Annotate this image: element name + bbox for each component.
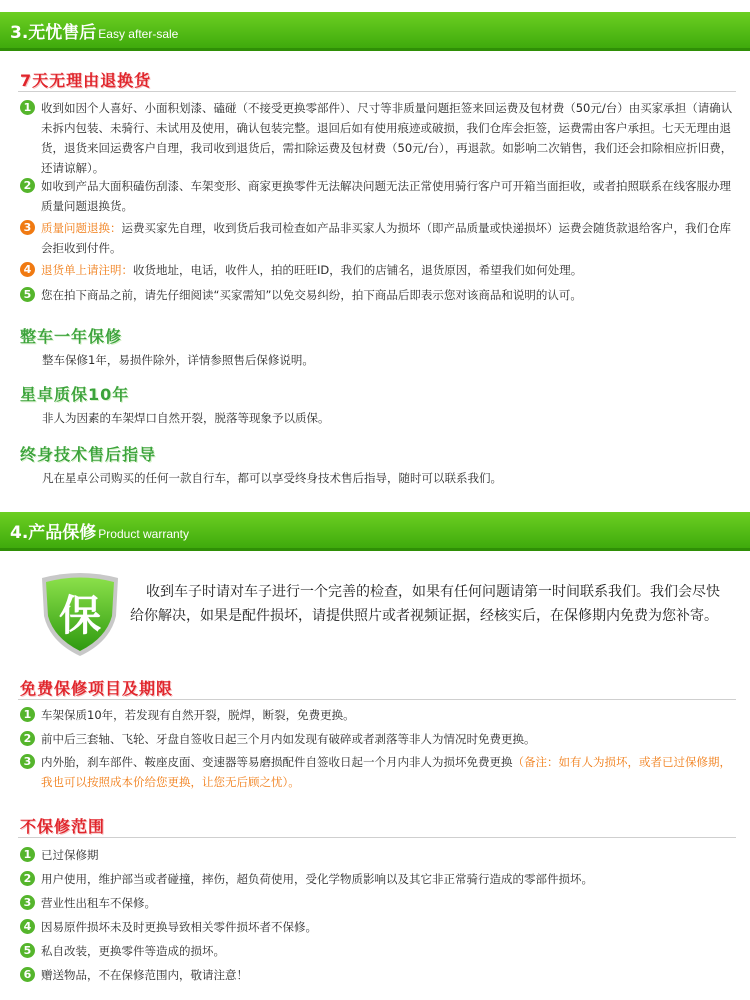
frame-warranty-heading: 星卓质保10年 [20, 385, 130, 404]
return-item-label: 退货单上请注明： [41, 263, 133, 277]
shield-character: 保 [58, 591, 102, 640]
warranty-year-heading: 整车一年保修 [20, 327, 123, 346]
frame-warranty-text: 非人为因素的车架焊口自然开裂，脱落等现象予以质保。 [42, 411, 330, 425]
return-item-label: 质量问题退换： [41, 221, 122, 235]
number-3-icon: 3 [20, 895, 35, 910]
heading-divider [18, 699, 736, 700]
number-5-icon: 5 [20, 943, 35, 958]
exclusions-heading: 不保修范围 [20, 817, 106, 836]
return-item-2 [20, 176, 736, 216]
heading-divider [18, 837, 736, 838]
exclusion-item-text: 私自改装，更换零件等造成的损坏。 [41, 944, 225, 958]
lifetime-support-text: 凡在星卓公司购买的任何一款自行车，都可以享受终身技术售后指导，随时可以联系我们。 [42, 471, 502, 485]
banner-title [10, 518, 189, 543]
return-item-text: 您在拍下商品之前，请先仔细阅读“买家需知”以免交易纠纷，拍下商品后即表示您对该商品和说明的认可。 [41, 288, 582, 302]
exclusion-item-text: 用户使用，维护部当或者碰撞，摔伤，超负荷使用，受化学物质影响以及其它非正常骑行造成的零部件损坏。 [41, 872, 593, 886]
return-item-1 [20, 98, 736, 178]
number-4-icon: 4 [20, 262, 35, 277]
banner-title-en: Easy after-sale [98, 27, 179, 41]
banner-title-cn: 3.无忧售后 [10, 23, 97, 43]
number-1-icon: 1 [20, 847, 35, 862]
free-item-1 [20, 705, 736, 725]
free-item-text: 车架保质10年，若发现有自然开裂，脱焊，断裂，免费更换。 [41, 708, 355, 722]
number-2-icon: 2 [20, 731, 35, 746]
banner-title-cn: 4.产品保修 [10, 523, 97, 543]
free-item-text: 内外胎，刹车部件、鞍座皮面、变速器等易磨损配件自签收日起一个月内非人为损坏免费更换 [41, 755, 513, 769]
exclusion-item-text: 因易原件损坏未及时更换导致相关零件损坏者不保修。 [41, 920, 317, 934]
banner-title-en: Product warranty [98, 527, 189, 541]
number-3-icon: 3 [20, 220, 35, 235]
exclusion-item-text: 赠送物品，不在保修范围内，敬请注意！ [41, 968, 248, 982]
warranty-year-text: 整车保修1年，易损件除外，详情参照售后保修说明。 [42, 353, 314, 367]
warranty-intro-text: 收到车子时请对车子进行一个完善的检查，如果有任何问题请第一时间联系我们。我们会尽快给你解决，如果是配件损坏，请提供照片或者视频证据，经核实后，在保修期内免费为您补寄。 [130, 584, 720, 624]
return-item-text: 收到如因个人喜好、小面积划漆、磕碰（不接受更换零部件）、尺寸等非质量问题拒签来回运费及包材费（50元/台）由买家承担（请确认未拆内包装、未骑行、未试用及使用，确认包装完整。退回后如有使用痕迹或破损，我们仓库会拒签，运费需由客户承担。七天无理由退货，退货来回运费客户自理，我司收到退货后，需扣除运费及包材费（50元/台），再退款。如影响二次销售，我们还会扣除相应折旧费，还请谅解）。 [41, 101, 733, 175]
number-4-icon: 4 [20, 919, 35, 934]
section-banner-warranty [0, 512, 750, 551]
lifetime-support-heading: 终身技术售后指导 [20, 445, 157, 464]
number-1-icon: 1 [20, 707, 35, 722]
return-item-text: 运费买家先自理，收到货后我司检查如产品非买家人为损坏（即产品质量或快递损坏）运费会随货款退给客户，我们仓库会拒收到付件。 [41, 221, 731, 255]
section-banner-after-sale [0, 12, 750, 51]
exclusion-item-6 [20, 965, 736, 985]
banner-title [10, 18, 178, 43]
number-2-icon: 2 [20, 871, 35, 886]
exclusion-item-text: 营业性出租车不保修。 [41, 896, 156, 910]
warranty-shield-icon [36, 572, 124, 658]
heading-divider [18, 91, 736, 92]
exclusion-item-1 [20, 845, 736, 865]
free-warranty-heading: 免费保修项目及期限 [20, 679, 174, 698]
free-item-text: 前中后三套轴、飞轮、牙盘自签收日起三个月内如发现有破碎或者剥落等非人为情况时免费更换。 [41, 732, 536, 746]
number-6-icon: 6 [20, 967, 35, 982]
number-5-icon: 5 [20, 287, 35, 302]
number-3-icon: 3 [20, 754, 35, 769]
free-item-note: （备注：如有人为损坏，或者已过保修期，我也可以按照成本价给您更换，让您无后顾之忧）。 [41, 755, 731, 789]
return-policy-heading: 7天无理由退换货 [20, 71, 152, 90]
return-item-4 [20, 260, 736, 280]
return-item-text: 如收到产品大面积磕伤刮漆、车架变形、商家更换零件无法解决问题无法正常使用骑行客户可开箱当面拒收，或者拍照联系在线客服办理质量问题退换货。 [41, 179, 731, 213]
free-item-3 [20, 752, 736, 792]
exclusion-item-text: 已过保修期 [41, 848, 99, 862]
number-2-icon: 2 [20, 178, 35, 193]
exclusion-item-3 [20, 893, 736, 913]
exclusion-item-5 [20, 941, 736, 961]
number-1-icon: 1 [20, 100, 35, 115]
return-item-5 [20, 285, 736, 305]
return-item-text: 收货地址，电话，收件人，拍的旺旺ID，我们的店铺名，退货原因，希望我们如何处理。 [133, 263, 583, 277]
return-item-3 [20, 218, 736, 258]
exclusion-item-4 [20, 917, 736, 937]
exclusion-item-2 [20, 869, 736, 889]
free-item-2 [20, 729, 736, 749]
